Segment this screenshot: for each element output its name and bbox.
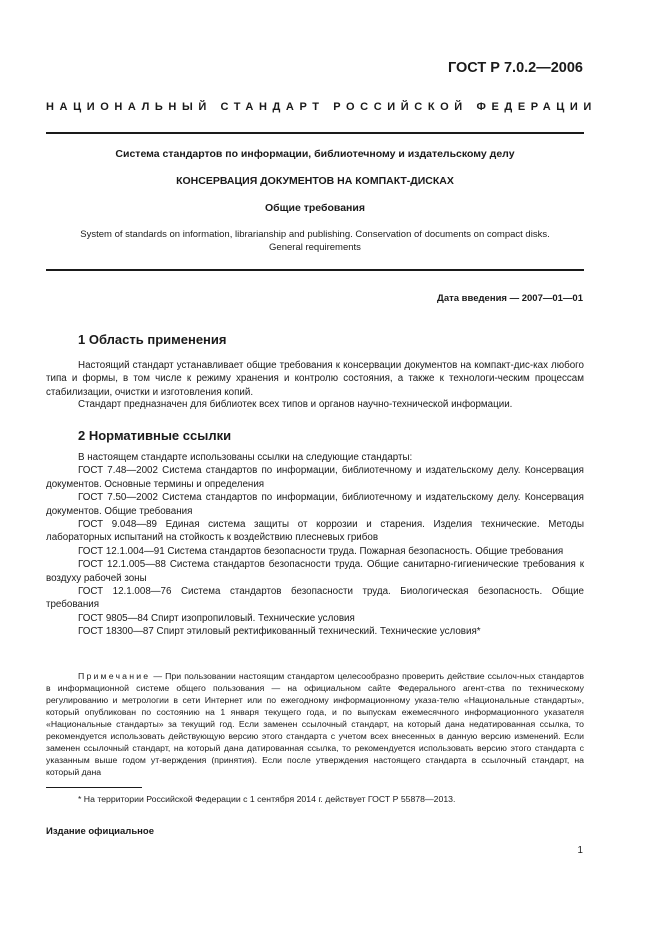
section-2-heading: 2 Нормативные ссылки [78,428,232,443]
section-1-heading: 1 Область применения [78,332,227,347]
footnote-separator [46,787,142,788]
reference-item [46,464,584,491]
introduction-date: Дата введения — 2007—01—01 [437,293,583,304]
standards-series-line: Система стандартов по информации, библиотечному и издательскому делу [115,148,515,160]
document-title: КОНСЕРВАЦИЯ ДОКУМЕНТОВ НА КОМПАКТ-ДИСКАХ [176,175,454,187]
reference-item [46,491,584,518]
header-top-rule [46,132,584,134]
section-1-paragraph-1-text: Настоящий стандарт устанавливает общие требования к консервации документов на компакт-дис-ках любого типа и формы, в том числе к режиму хранения и контролю состояния, а также к технологи-ческим процессам стабилизации, очистки и изготовления копий. [46,360,584,398]
reference-text: ГОСТ 12.1.008—76 Система стандартов безопасности труда. Биологическая безопасность. Общие требования [46,586,584,611]
english-title-line-2: General requirements [269,242,361,253]
title-bottom-rule [46,269,584,271]
reference-item [46,612,584,625]
section-1-paragraph-1 [46,359,584,399]
section-1-paragraph-2 [46,398,584,411]
normative-references-list [46,451,584,639]
references-note [46,670,584,778]
reference-text: ГОСТ 9805—84 Спирт изопропиловый. Технические условия [78,612,355,624]
note-label: Примечание [78,671,151,681]
standard-code: ГОСТ Р 7.0.2—2006 [447,60,583,76]
official-edition-label: Издание официальное [46,826,154,837]
english-title-line-1: System of standards on information, librarianship and publishing. Conservation of documents on compact disks. [80,229,550,240]
references-intro-text: В настоящем стандарте использованы ссылки на следующие стандарты: [78,452,413,463]
reference-text: ГОСТ 12.1.004—91 Система стандартов безопасности труда. Пожарная безопасность. Общие требования [78,545,564,557]
reference-text: ГОСТ 9.048—89 Единая система защиты от коррозии и старения. Изделия технические. Методы лабораторных испытаний на стойкость к воздействию плесневых грибов [46,519,584,544]
footnote: * На территории Российской Федерации с 1 сентября 2014 г. действует ГОСТ Р 55878—2013. [78,794,456,804]
document-subtitle: Общие требования [265,202,365,214]
reference-item [46,545,584,558]
reference-item [46,518,584,545]
reference-text: ГОСТ 7.48—2002 Система стандартов по информации, библиотечному и издательскому делу. Консервация документов. Основные термины и определения [46,465,584,490]
page-number: 1 [577,845,583,856]
reference-text: ГОСТ 7.50—2002 Система стандартов по информации, библиотечному и издательскому делу. Консервация документов. Общие требования [46,492,584,517]
reference-text: ГОСТ 18300—87 Спирт этиловый ректификованный технический. Технические условия* [78,626,481,638]
reference-item [46,558,584,585]
reference-item [46,625,584,638]
note-text: — При пользовании настоящим стандартом целесообразно проверить действие ссылоч-ных стандартов в информационной системе общего пользования — на официальном сайте Федерального агент-ства по техническому регулированию и метрологии в сети Интернет или по ежегодному информационному указа-телю «Национальные стандарты», который опубликован по состоянию на 1 января текущего года, и по выпускам ежемесячного информационного указателя «Национальные стандарты» за текущий год. Если заменен ссылочный стандарт, на который дана недатированная ссылка, то рекомендуется использовать действующую версию этого стандарта с учетом всех внесенных в данную версию изменений. Если заменен ссылочный стандарт, на который дана датированная ссылка, то рекомендуется использовать версию этого стандарта с указанным выше годом ут-верждения (принятия). Если после утверждения настоящего стандарта в ссылочный стандарт, на который дана [46,671,584,777]
section-1-paragraph-2-text: Стандарт предназначен для библиотек всех типов и органов научно-технической информации. [78,399,513,410]
reference-item [46,585,584,612]
english-title [46,228,584,254]
reference-text: ГОСТ 12.1.005—88 Система стандартов безопасности труда. Общие санитарно-гигиенические требования к воздуху рабочей зоны [46,559,584,584]
national-standard-heading: НАЦИОНАЛЬНЫЙ СТАНДАРТ РОССИЙСКОЙ ФЕДЕРАЦИИ [46,101,597,113]
references-intro [46,451,584,464]
